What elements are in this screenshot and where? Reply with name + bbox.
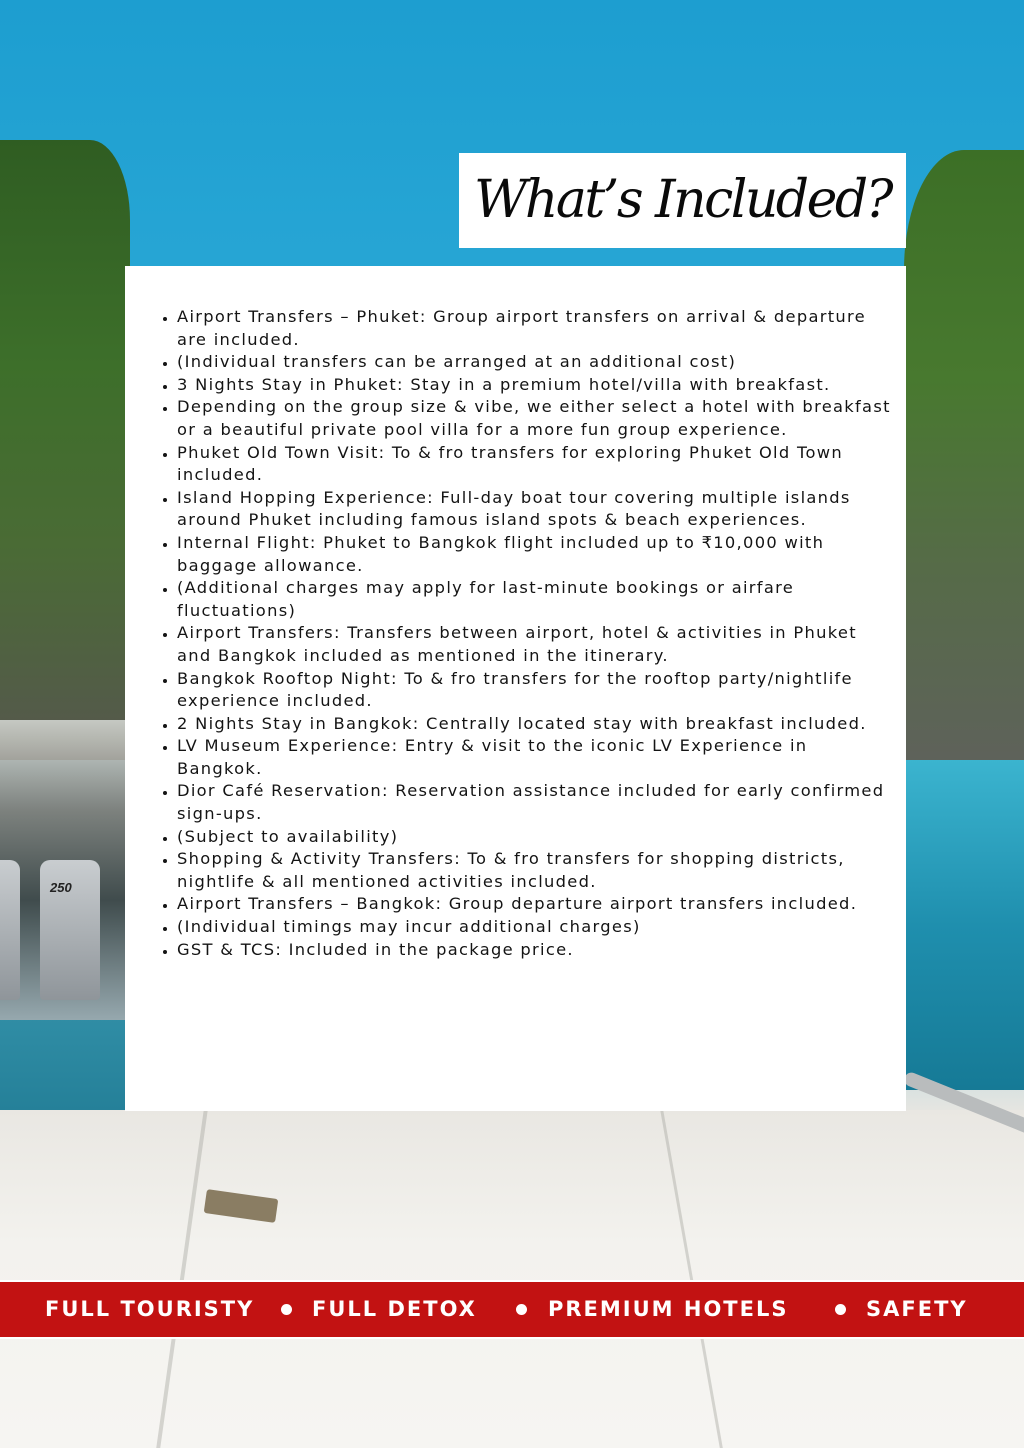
highlight-safety: SAFETY bbox=[866, 1297, 968, 1321]
inclusions-card bbox=[125, 266, 906, 1111]
boat-deck bbox=[0, 1110, 1024, 1448]
list-item: • 2 Nights Stay in Bangkok: Centrally located stay with breakfast included. bbox=[177, 713, 897, 736]
outboard-motor bbox=[0, 860, 20, 1000]
list-item: • Dior Café Reservation: Reservation assistance included for early confirmed sign-ups. bbox=[177, 780, 897, 825]
title-box bbox=[459, 153, 906, 248]
bullet-dot-icon bbox=[835, 1304, 846, 1315]
highlight-full-touristy: FULL TOURISTY bbox=[45, 1297, 255, 1321]
highlight-premium-hotels: PREMIUM HOTELS bbox=[548, 1297, 789, 1321]
page-title: What’s Included? bbox=[473, 170, 892, 230]
highlights-banner bbox=[0, 1280, 1024, 1339]
list-item: • Bangkok Rooftop Night: To & fro transfers for the rooftop party/nightlife experience included. bbox=[177, 668, 897, 713]
list-item: • Shopping & Activity Transfers: To & fro transfers for shopping districts, nightlife & all mentioned activities included. bbox=[177, 848, 897, 893]
list-item: • Internal Flight: Phuket to Bangkok flight included up to ₹10,000 with baggage allowance. bbox=[177, 532, 897, 577]
motor-label: 250 bbox=[50, 880, 72, 895]
highlight-full-detox: FULL DETOX bbox=[312, 1297, 477, 1321]
list-item: • Airport Transfers: Transfers between airport, hotel & activities in Phuket and Bangkok included as mentioned in the itinerary. bbox=[177, 622, 897, 667]
list-item: • Phuket Old Town Visit: To & fro transfers for exploring Phuket Old Town included. bbox=[177, 442, 897, 487]
list-item: • (Subject to availability) bbox=[177, 826, 897, 849]
list-item: • GST & TCS: Included in the package price. bbox=[177, 939, 897, 962]
inclusions-list bbox=[161, 306, 897, 961]
bullet-dot-icon bbox=[516, 1304, 527, 1315]
list-item: • Airport Transfers – Phuket: Group airport transfers on arrival & departure are included. bbox=[177, 306, 897, 351]
list-item: • 3 Nights Stay in Phuket: Stay in a premium hotel/villa with breakfast. bbox=[177, 374, 897, 397]
list-item: • Depending on the group size & vibe, we either select a hotel with breakfast or a beautiful private pool villa for a more fun group experience. bbox=[177, 396, 897, 441]
right-sea bbox=[904, 760, 1024, 1090]
list-item: • LV Museum Experience: Entry & visit to the iconic LV Experience in Bangkok. bbox=[177, 735, 897, 780]
list-item: • (Individual timings may incur additional charges) bbox=[177, 916, 897, 939]
list-item: • (Individual transfers can be arranged at an additional cost) bbox=[177, 351, 897, 374]
list-item: • Island Hopping Experience: Full-day boat tour covering multiple islands around Phuket including famous island spots & beach experiences. bbox=[177, 487, 897, 532]
list-item: • (Additional charges may apply for last-minute bookings or airfare fluctuations) bbox=[177, 577, 897, 622]
bullet-dot-icon bbox=[281, 1304, 292, 1315]
list-item: • Airport Transfers – Bangkok: Group departure airport transfers included. bbox=[177, 893, 897, 916]
